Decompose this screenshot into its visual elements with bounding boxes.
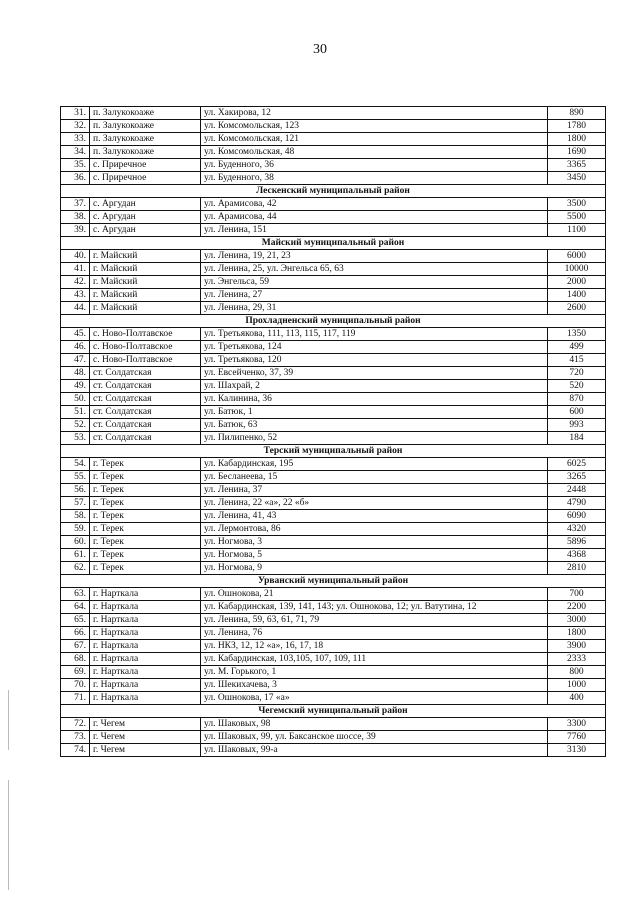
area-cell: 2000 bbox=[548, 276, 606, 289]
district-header-row bbox=[61, 315, 606, 328]
area-cell: 800 bbox=[548, 666, 606, 679]
settlement-cell: г. Чегем bbox=[90, 718, 201, 731]
address-cell: ул. Арамисова, 44 bbox=[201, 211, 548, 224]
settlement-cell: г. Нарткала bbox=[90, 692, 201, 705]
scan-edge-mark bbox=[8, 690, 9, 750]
table-row bbox=[61, 601, 606, 614]
area-cell: 1780 bbox=[548, 120, 606, 133]
settlement-cell: с. Аргудан bbox=[90, 211, 201, 224]
settlement-cell: г. Нарткала bbox=[90, 640, 201, 653]
land-plots-table bbox=[60, 106, 606, 757]
row-number: 50. bbox=[61, 393, 90, 406]
table-row bbox=[61, 471, 606, 484]
table-row bbox=[61, 497, 606, 510]
table-row bbox=[61, 393, 606, 406]
address-cell: ул. Кабардинская, 103,105, 107, 109, 111 bbox=[201, 653, 548, 666]
settlement-cell: г. Нарткала bbox=[90, 679, 201, 692]
area-cell: 6090 bbox=[548, 510, 606, 523]
area-cell: 1100 bbox=[548, 224, 606, 237]
area-cell: 3900 bbox=[548, 640, 606, 653]
area-cell: 10000 bbox=[548, 263, 606, 276]
table-row bbox=[61, 562, 606, 575]
settlement-cell: с. Аргудан bbox=[90, 224, 201, 237]
settlement-cell: п. Залукокоаже bbox=[90, 146, 201, 159]
table-row bbox=[61, 588, 606, 601]
table-row bbox=[61, 627, 606, 640]
row-number: 74. bbox=[61, 744, 90, 757]
table-row bbox=[61, 458, 606, 471]
settlement-cell: п. Залукокоаже bbox=[90, 120, 201, 133]
address-cell: ул. Шаковых, 99-а bbox=[201, 744, 548, 757]
table-row bbox=[61, 419, 606, 432]
table-row bbox=[61, 211, 606, 224]
row-number: 41. bbox=[61, 263, 90, 276]
address-cell: ул. Ногмова, 5 bbox=[201, 549, 548, 562]
table-row bbox=[61, 328, 606, 341]
area-cell: 890 bbox=[548, 107, 606, 120]
district-header-row bbox=[61, 237, 606, 250]
address-cell: ул. Шаковых, 99, ул. Баксанское шоссе, 39 bbox=[201, 731, 548, 744]
row-number: 32. bbox=[61, 120, 90, 133]
table-row bbox=[61, 133, 606, 146]
row-number: 31. bbox=[61, 107, 90, 120]
address-cell: ул. Хакирова, 12 bbox=[201, 107, 548, 120]
table-row bbox=[61, 198, 606, 211]
settlement-cell: г. Терек bbox=[90, 536, 201, 549]
settlement-cell: г. Терек bbox=[90, 471, 201, 484]
address-cell: ул. Ленина, 59, 63, 61, 71, 79 bbox=[201, 614, 548, 627]
area-cell: 3130 bbox=[548, 744, 606, 757]
area-cell: 3500 bbox=[548, 198, 606, 211]
address-cell: ул. Кабардинская, 195 bbox=[201, 458, 548, 471]
address-cell: ул. Ленина, 29, 31 bbox=[201, 302, 548, 315]
address-cell: ул. Ленина, 37 bbox=[201, 484, 548, 497]
row-number: 42. bbox=[61, 276, 90, 289]
address-cell: ул. Евсейченко, 37, 39 bbox=[201, 367, 548, 380]
table-row bbox=[61, 432, 606, 445]
table-row bbox=[61, 341, 606, 354]
row-number: 60. bbox=[61, 536, 90, 549]
settlement-cell: г. Майский bbox=[90, 302, 201, 315]
row-number: 61. bbox=[61, 549, 90, 562]
row-number: 48. bbox=[61, 367, 90, 380]
table-row bbox=[61, 224, 606, 237]
settlement-cell: г. Нарткала bbox=[90, 588, 201, 601]
settlement-cell: с. Ново-Полтавское bbox=[90, 328, 201, 341]
row-number: 43. bbox=[61, 289, 90, 302]
table-row bbox=[61, 640, 606, 653]
settlement-cell: г. Терек bbox=[90, 458, 201, 471]
settlement-cell: с. Ново-Полтавское bbox=[90, 341, 201, 354]
table-row bbox=[61, 484, 606, 497]
address-cell: ул. Ленина, 27 bbox=[201, 289, 548, 302]
area-cell: 5500 bbox=[548, 211, 606, 224]
area-cell: 415 bbox=[548, 354, 606, 367]
table-row bbox=[61, 406, 606, 419]
settlement-cell: г. Чегем bbox=[90, 731, 201, 744]
settlement-cell: п. Залукокоаже bbox=[90, 133, 201, 146]
address-cell: ул. Третьякова, 111, 113, 115, 117, 119 bbox=[201, 328, 548, 341]
district-title: Прохладненский муниципальный район bbox=[61, 315, 606, 328]
address-cell: ул. Ошнокова, 17 «а» bbox=[201, 692, 548, 705]
area-cell: 1350 bbox=[548, 328, 606, 341]
address-cell: ул. Ленина, 22 «а», 22 «б» bbox=[201, 497, 548, 510]
row-number: 46. bbox=[61, 341, 90, 354]
settlement-cell: ст. Солдатская bbox=[90, 432, 201, 445]
table-row bbox=[61, 679, 606, 692]
settlement-cell: г. Терек bbox=[90, 484, 201, 497]
row-number: 37. bbox=[61, 198, 90, 211]
settlement-cell: с. Приречное bbox=[90, 172, 201, 185]
area-cell: 4368 bbox=[548, 549, 606, 562]
settlement-cell: ст. Солдатская bbox=[90, 380, 201, 393]
table-row bbox=[61, 549, 606, 562]
table-row bbox=[61, 172, 606, 185]
settlement-cell: с. Ново-Полтавское bbox=[90, 354, 201, 367]
address-cell: ул. Комсомольская, 123 bbox=[201, 120, 548, 133]
table-row bbox=[61, 380, 606, 393]
row-number: 71. bbox=[61, 692, 90, 705]
row-number: 35. bbox=[61, 159, 90, 172]
settlement-cell: п. Залукокоаже bbox=[90, 107, 201, 120]
area-cell: 1800 bbox=[548, 627, 606, 640]
area-cell: 2600 bbox=[548, 302, 606, 315]
area-cell: 700 bbox=[548, 588, 606, 601]
area-cell: 499 bbox=[548, 341, 606, 354]
address-cell: ул. Ленина, 25, ул. Энгельса 65, 63 bbox=[201, 263, 548, 276]
settlement-cell: г. Майский bbox=[90, 289, 201, 302]
area-cell: 5896 bbox=[548, 536, 606, 549]
area-cell: 6025 bbox=[548, 458, 606, 471]
settlement-cell: г. Нарткала bbox=[90, 627, 201, 640]
row-number: 47. bbox=[61, 354, 90, 367]
row-number: 67. bbox=[61, 640, 90, 653]
area-cell: 1000 bbox=[548, 679, 606, 692]
settlement-cell: ст. Солдатская bbox=[90, 406, 201, 419]
table-row bbox=[61, 250, 606, 263]
row-number: 53. bbox=[61, 432, 90, 445]
scan-edge-mark bbox=[8, 780, 9, 890]
area-cell: 1690 bbox=[548, 146, 606, 159]
settlement-cell: г. Нарткала bbox=[90, 601, 201, 614]
area-cell: 184 bbox=[548, 432, 606, 445]
table-row bbox=[61, 523, 606, 536]
address-cell: ул. М. Горького, 1 bbox=[201, 666, 548, 679]
row-number: 51. bbox=[61, 406, 90, 419]
address-cell: ул. Лермонтова, 86 bbox=[201, 523, 548, 536]
row-number: 66. bbox=[61, 627, 90, 640]
table-row bbox=[61, 159, 606, 172]
settlement-cell: г. Нарткала bbox=[90, 666, 201, 679]
address-cell: ул. Арамисова, 42 bbox=[201, 198, 548, 211]
row-number: 39. bbox=[61, 224, 90, 237]
table-row bbox=[61, 510, 606, 523]
address-cell: ул. Третьякова, 124 bbox=[201, 341, 548, 354]
area-cell: 993 bbox=[548, 419, 606, 432]
row-number: 44. bbox=[61, 302, 90, 315]
area-cell: 720 bbox=[548, 367, 606, 380]
row-number: 58. bbox=[61, 510, 90, 523]
row-number: 64. bbox=[61, 601, 90, 614]
settlement-cell: г. Терек bbox=[90, 562, 201, 575]
area-cell: 400 bbox=[548, 692, 606, 705]
area-cell: 3000 bbox=[548, 614, 606, 627]
row-number: 45. bbox=[61, 328, 90, 341]
district-title: Чегемский муниципальный район bbox=[61, 705, 606, 718]
district-header-row bbox=[61, 575, 606, 588]
table-row bbox=[61, 289, 606, 302]
row-number: 40. bbox=[61, 250, 90, 263]
table-row bbox=[61, 302, 606, 315]
address-cell: ул. Ленина, 41, 43 bbox=[201, 510, 548, 523]
area-cell: 4320 bbox=[548, 523, 606, 536]
address-cell: ул. Шахрай, 2 bbox=[201, 380, 548, 393]
row-number: 38. bbox=[61, 211, 90, 224]
table-row bbox=[61, 146, 606, 159]
area-cell: 870 bbox=[548, 393, 606, 406]
area-cell: 2448 bbox=[548, 484, 606, 497]
row-number: 55. bbox=[61, 471, 90, 484]
table-row bbox=[61, 692, 606, 705]
address-cell: ул. Ленина, 76 bbox=[201, 627, 548, 640]
address-cell: ул. Бесланеева, 15 bbox=[201, 471, 548, 484]
settlement-cell: г. Майский bbox=[90, 263, 201, 276]
table-row bbox=[61, 107, 606, 120]
district-title: Майский муниципальный район bbox=[61, 237, 606, 250]
settlement-cell: г. Нарткала bbox=[90, 614, 201, 627]
address-cell: ул. Шаковых, 98 bbox=[201, 718, 548, 731]
address-cell: ул. Третьякова, 120 bbox=[201, 354, 548, 367]
row-number: 57. bbox=[61, 497, 90, 510]
page-number: 30 bbox=[313, 42, 327, 57]
row-number: 72. bbox=[61, 718, 90, 731]
area-cell: 1800 bbox=[548, 133, 606, 146]
area-cell: 600 bbox=[548, 406, 606, 419]
table-row bbox=[61, 367, 606, 380]
area-cell: 6000 bbox=[548, 250, 606, 263]
address-cell: ул. Буденного, 36 bbox=[201, 159, 548, 172]
address-cell: ул. Пилипенко, 52 bbox=[201, 432, 548, 445]
address-cell: ул. Кабардинская, 139, 141, 143; ул. Ошнокова, 12; ул. Ватутина, 12 bbox=[201, 601, 548, 614]
address-cell: ул. Батюк, 63 bbox=[201, 419, 548, 432]
area-cell: 3265 bbox=[548, 471, 606, 484]
area-cell: 2200 bbox=[548, 601, 606, 614]
area-cell: 3300 bbox=[548, 718, 606, 731]
district-title: Лескенский муниципальный район bbox=[61, 185, 606, 198]
settlement-cell: г. Чегем bbox=[90, 744, 201, 757]
area-cell: 2333 bbox=[548, 653, 606, 666]
settlement-cell: ст. Солдатская bbox=[90, 367, 201, 380]
table-row bbox=[61, 718, 606, 731]
row-number: 65. bbox=[61, 614, 90, 627]
row-number: 73. bbox=[61, 731, 90, 744]
settlement-cell: ст. Солдатская bbox=[90, 419, 201, 432]
area-cell: 3450 bbox=[548, 172, 606, 185]
district-header-row bbox=[61, 705, 606, 718]
area-cell: 7760 bbox=[548, 731, 606, 744]
row-number: 56. bbox=[61, 484, 90, 497]
row-number: 52. bbox=[61, 419, 90, 432]
row-number: 63. bbox=[61, 588, 90, 601]
address-cell: ул. Энгельса, 59 bbox=[201, 276, 548, 289]
row-number: 54. bbox=[61, 458, 90, 471]
area-cell: 520 bbox=[548, 380, 606, 393]
settlement-cell: с. Аргудан bbox=[90, 198, 201, 211]
table-row bbox=[61, 653, 606, 666]
row-number: 33. bbox=[61, 133, 90, 146]
district-title: Терский муниципальный район bbox=[61, 445, 606, 458]
district-title: Урванский муниципальный район bbox=[61, 575, 606, 588]
address-cell: ул. Буденного, 38 bbox=[201, 172, 548, 185]
settlement-cell: г. Терек bbox=[90, 523, 201, 536]
settlement-cell: с. Приречное bbox=[90, 159, 201, 172]
address-cell: ул. Ленина, 151 bbox=[201, 224, 548, 237]
area-cell: 1400 bbox=[548, 289, 606, 302]
table-row bbox=[61, 666, 606, 679]
settlement-cell: г. Терек bbox=[90, 510, 201, 523]
row-number: 49. bbox=[61, 380, 90, 393]
address-cell: ул. Шекихачева, 3 bbox=[201, 679, 548, 692]
settlement-cell: г. Майский bbox=[90, 276, 201, 289]
district-header-row bbox=[61, 445, 606, 458]
table-row bbox=[61, 744, 606, 757]
address-cell: ул. Ногмова, 3 bbox=[201, 536, 548, 549]
table-row bbox=[61, 276, 606, 289]
address-cell: ул. Ногмова, 9 bbox=[201, 562, 548, 575]
settlement-cell: г. Майский bbox=[90, 250, 201, 263]
settlement-cell: г. Нарткала bbox=[90, 653, 201, 666]
address-cell: ул. Комсомольская, 48 bbox=[201, 146, 548, 159]
row-number: 62. bbox=[61, 562, 90, 575]
address-cell: ул. Комсомольская, 121 bbox=[201, 133, 548, 146]
district-header-row bbox=[61, 185, 606, 198]
address-cell: ул. Калинина, 36 bbox=[201, 393, 548, 406]
settlement-cell: г. Терек bbox=[90, 497, 201, 510]
table-row bbox=[61, 536, 606, 549]
table-row bbox=[61, 614, 606, 627]
area-cell: 4790 bbox=[548, 497, 606, 510]
area-cell: 3365 bbox=[548, 159, 606, 172]
address-cell: ул. НКЗ, 12, 12 «а», 16, 17, 18 bbox=[201, 640, 548, 653]
area-cell: 2810 bbox=[548, 562, 606, 575]
address-cell: ул. Батюк, 1 bbox=[201, 406, 548, 419]
row-number: 36. bbox=[61, 172, 90, 185]
row-number: 70. bbox=[61, 679, 90, 692]
row-number: 59. bbox=[61, 523, 90, 536]
settlement-cell: ст. Солдатская bbox=[90, 393, 201, 406]
table-row bbox=[61, 120, 606, 133]
row-number: 69. bbox=[61, 666, 90, 679]
settlement-cell: г. Терек bbox=[90, 549, 201, 562]
table-row bbox=[61, 354, 606, 367]
table-row bbox=[61, 731, 606, 744]
address-cell: ул. Ошнокова, 21 bbox=[201, 588, 548, 601]
row-number: 68. bbox=[61, 653, 90, 666]
table-row bbox=[61, 263, 606, 276]
row-number: 34. bbox=[61, 146, 90, 159]
address-cell: ул. Ленина, 19, 21, 23 bbox=[201, 250, 548, 263]
